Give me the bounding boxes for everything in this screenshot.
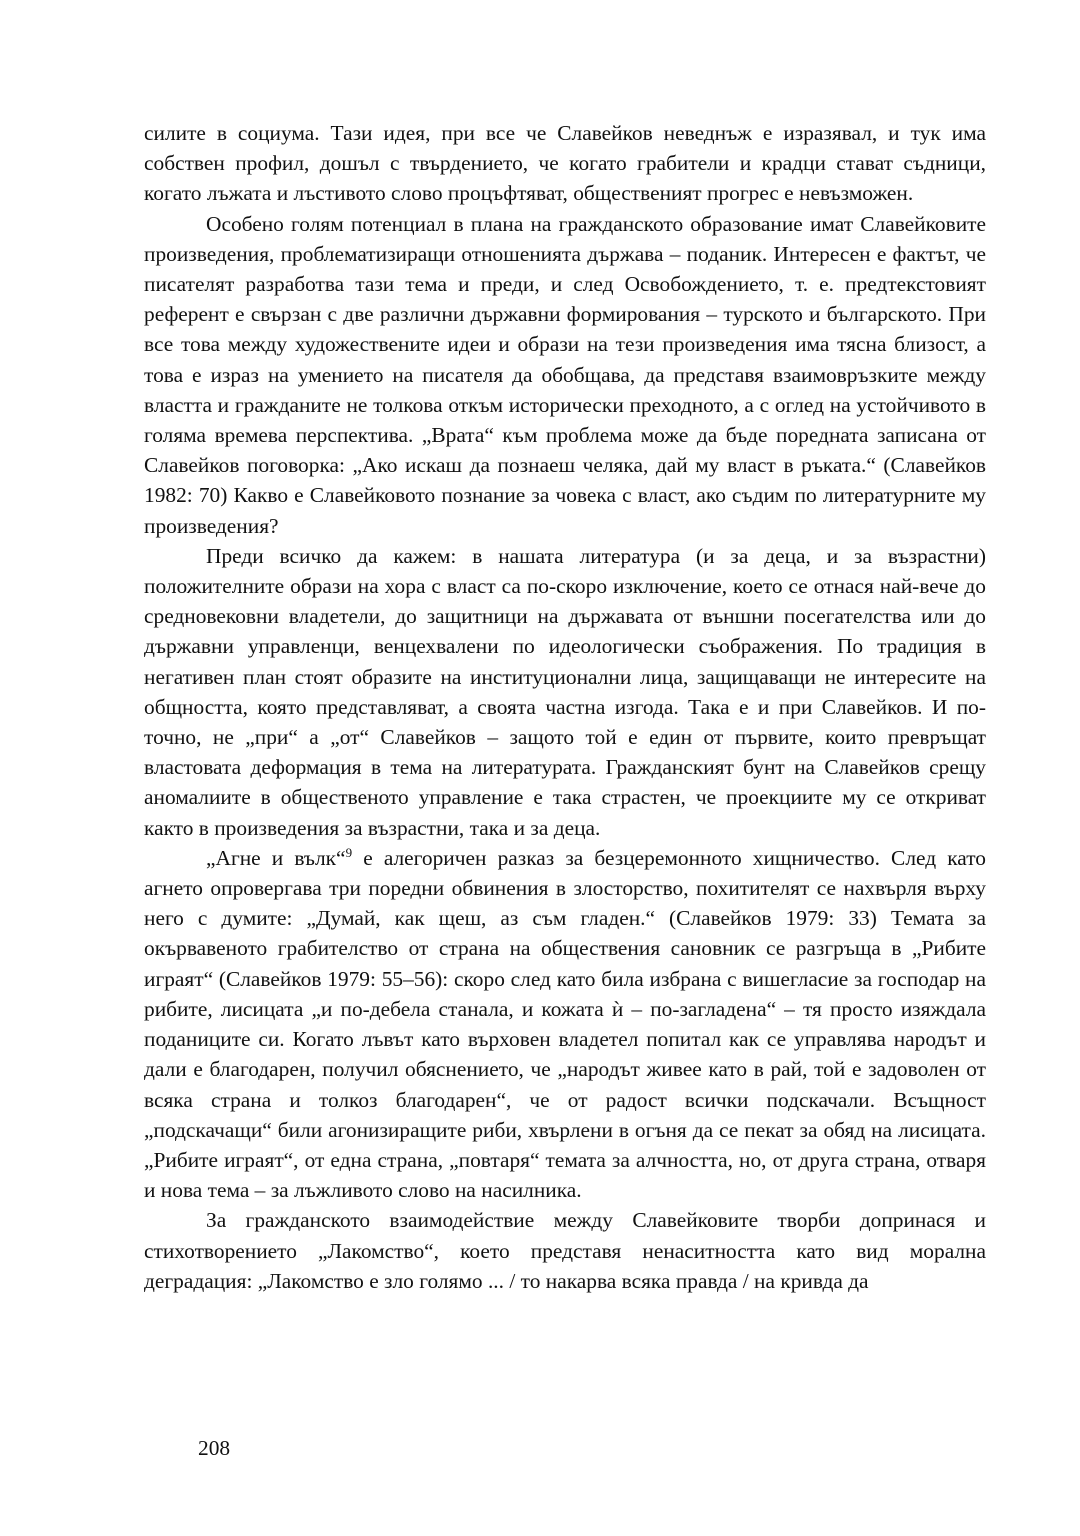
paragraph-4-start: „Агне и вълк“ [206, 845, 346, 870]
body-text [144, 118, 986, 1296]
paragraph-4 [144, 843, 986, 1205]
paragraph-5: За гражданското взаимодействие между Славейковите творби допринася и стихотворението „Лакомство“, което представя ненаситността като вид морална деградация: „Лакомство е зло голямо ... / то накарва всяка правда / на кривда да [144, 1208, 986, 1293]
paragraph-3: Преди всичко да кажем: в нашата литература (и за деца, и за възрастни) положителните образи на хора с власт са по-скоро изключение, което се отнася най-вече до средновековни владетели, до защитници на държавата от външни посегателства или до държавни управленци, венцехвалени по идеологически съображения. По традиция в негативен план стоят образите на институционални лица, защищаващи не интересите на общността, която представляват, а своята частна изгода. Така е и при Славейков. И по-точно, не „при“ а „от“ Славейков – защото той е един от първите, които превръщат властовата деформация в тема на литературата. Гражданският бунт на Славейков срещу аномалиите в общественото управление е така страстен, че проекциите му се откриват както в произведения за възрастни, така и за деца. [144, 543, 986, 840]
page-number: 208 [198, 1436, 231, 1460]
paragraph-2: Особено голям потенциал в плана на гражданското образование имат Славейковите произведения, проблематизиращи отношенията държава – поданик. Интересен е фактът, че писателят разработва тази тема и преди, и след Освобождението, т. е. предтекстовият референт е свързан с две различни държавни формирования – турското и българското. При все това между художествените идеи и образи на тези произведения има тясна близост, а това е израз на умението на писателя да обобщава, да представя взаимовръзките между властта и гражданите не толкова откъм исторически преходното, а с оглед на устойчивото в голяма времева перспектива. „Врата“ към проблема може да бъде поредната записана от Славейков поговорка: „Ако искаш да познаеш челяка, дай му власт в ръката.“ (Славейков 1982: 70) Какво е Славейковото познание за човека с власт, ако съдим по литературните му произведения? [144, 211, 986, 538]
paragraph-1: силите в социума. Тази идея, при все че Славейков неведнъж е изразявал, и тук има собствен профил, дошъл с твърдението, че когато грабители и крадци стават съдници, когато лъжата и лъстивото слово процъфтяват, общественият прогрес е невъзможен. [144, 121, 986, 206]
footnote-reference: 9 [345, 844, 353, 860]
paragraph-4-rest: е алегоричен разказ за безцеремонното хищничество. След като агнето опровергава три поредни обвинения в злосторство, похитителят се нахвърля върху него с думите: „Думай, как щеш, аз съм гладен.“ (Славейков 1979: 33) Темата за окървавеното грабителство от страна на обществения сановник се разгръща в „Рибите играят“ (Славейков 1979: 55–56): скоро след като била избрана с вишегласие за господар на рибите, лисицата „и по-дебела станала, и кожата ѝ – по-загладена“ – тя просто изяждала поданиците си. Когато лъвът като върховен владетел попитал как се управлява народът и дали е благодарен, получил обяснението, че „народът живее като в рай, той е задоволен от всяка страна и толкоз благодарен“, че от радост всички подскачали. Всъщност „подскачащи“ били агонизиращите риби, хвърлени в огъня да се пекат за обяд на лисицата. „Рибите играят“, от една страна, „повтаря“ темата за алчността, но, от друга страна, отваря и нова тема – за лъжливото слово на насилника. [144, 845, 986, 1203]
